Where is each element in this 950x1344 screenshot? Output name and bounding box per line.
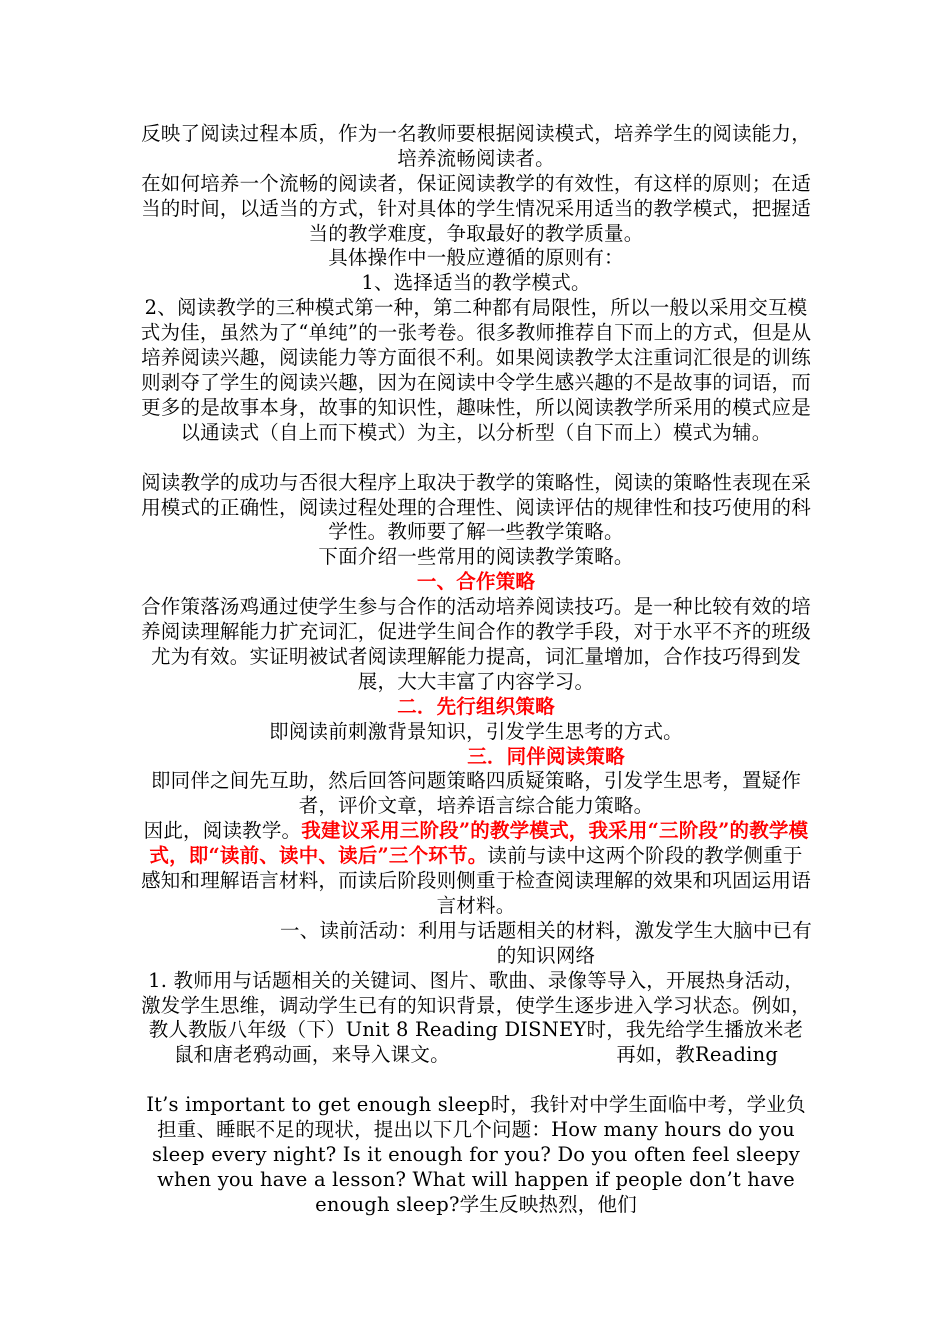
- heading-peer-reading: 三．同伴阅读策略: [467, 744, 625, 768]
- list-item-1: 1、选择适当的教学模式。: [361, 271, 591, 295]
- paragraph-advance-organizer: 即阅读前刺激背景知识，引发学生思考的方式。: [269, 719, 683, 743]
- item-1-further: 再如，教Reading: [616, 1043, 779, 1067]
- paragraph-strategy-intro: 下面介绍一些常用的阅读教学策略。: [318, 545, 634, 569]
- paragraph-reading-essence: 反映了阅读过程本质，作为一名教师要根据阅读模式，培养学生的阅读能力，培养流畅阅读者。: [141, 122, 811, 170]
- paragraph-principles: 在如何培养一个流畅的阅读者，保证阅读教学的有效性，有这样的原则；在适当的时间，以适当的方式，针对具体的学生情况采用适当的教学模式，把握适当的教学难度，争取最好的教学质量。: [141, 171, 811, 245]
- document-page: [140, 122, 812, 1218]
- paragraph-cooperation: 合作策落汤鸡通过使学生参与合作的活动培养阅读技巧。是一种比较有效的培养阅读理解能力扩充词汇，促进学生间合作的教学手段，对于水平不齐的班级尤为有效。实证明被试者阅读理解能力提高，词汇量增加，合作技巧得到发展，大大丰富了内容学习。: [141, 595, 811, 693]
- heading-advance-organizer: 二．先行组织策略: [397, 694, 555, 718]
- heading-pre-reading: 一、读前活动：利用与话题相关的材料，激发学生大脑中已有的知识网络: [280, 918, 812, 967]
- paragraph-strategy: 阅读教学的成功与否很大程序上取决于教学的策略性，阅读的策略性表现在采用模式的正确性，阅读过程处理的合理性、阅读评估的规律性和技巧使用的科学性。教师要了解一些教学策略。: [141, 470, 811, 544]
- paragraph-item-1-continued: It’s important to get enough sleep时，我针对中学生面临中考，学业负担重、睡眠不足的现状，提出以下几个问题：How many hours do you sleep every night? Is it enough for you? Do you often feel sleepy when you have a lesson? What will happen if people don’t have enough sleep?学生反映热烈，他们: [146, 1093, 806, 1216]
- paragraph-principles-intro: 具体操作中一般应遵循的原则有：: [328, 246, 624, 270]
- paragraph-item-1: [140, 969, 812, 1094]
- item-1-text: 1. 教师用与话题相关的关键词、图片、歌曲、录像等导入，开展热身活动，激发学生思维，调动学生已有的知识背景，使学生逐步进入学习状态。例如，教人教版八年级（下）Unit 8 Reading DISNEY时，我先给学生播放米老鼠和唐老鸦动画，来导入课文。: [141, 968, 811, 1067]
- conclusion-tail: 读前与读中这两个阶段的教学侧重于感知和理解语言材料，而读后阶段则侧重于检查阅读理解的效果和巩固运用语言材料。: [141, 844, 811, 917]
- conclusion-lead: 因此，阅读教学。: [143, 819, 302, 843]
- paragraph-three-modes: 2、阅读教学的三种模式第一种，第二种都有局限性，所以一般以采用交互模式为佳，虽然为了“单纯”的一张考卷。很多教师推荐自下而上的方式，但是从培养阅读兴趣，阅读能力等方面很不利。如果阅读教学太注重词汇很是的训练则剥夺了学生的阅读兴趣，因为在阅读中令学生感兴趣的不是故事的词语，而更多的是故事本身，故事的知识性，趣味性，所以阅读教学所采用的模式应是以通读式（自上而下模式）为主，以分析型（自下而上）模式为辅。: [140, 296, 812, 444]
- paragraph-peer-reading: 即同伴之间先互助，然后回答问题策略四质疑策略，引发学生思考，置疑作者，评价文章，培养语言综合能力策略。: [150, 769, 802, 818]
- paragraph-conclusion: [140, 819, 812, 919]
- conclusion-emphasis: 我建议采用三阶段”的教学模式，我采用“三阶段”的教学模式，即“读前、读中、读后”三个环节。: [149, 819, 809, 868]
- heading-cooperation: 一、合作策略: [416, 570, 536, 594]
